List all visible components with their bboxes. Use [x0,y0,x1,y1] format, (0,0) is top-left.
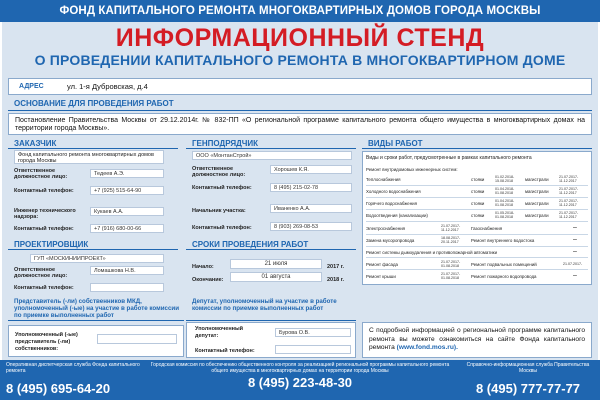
customer-resp-value: Тедеев А.Э. [90,169,164,178]
works-title: ВИДЫ РАБОТ [368,139,423,148]
designer-divider [8,249,178,250]
contractor-chief-phone-value: 8 (903) 269-08-53 [270,222,352,231]
deputy-box [186,322,356,358]
terms-end-year: 2018 г. [327,277,345,283]
terms-end-label: Окончание: [192,277,224,283]
work-facade-name: Ремонт фасада [366,262,398,267]
deputy-divider [186,320,356,321]
work-basement-value: 21.07.2017- [563,262,583,266]
footer-dispatch-desc: Оперативная диспетчерская служба Фонда капитального ремонта [6,362,140,374]
work-row-date: 01.05.2018- 01.08.2018 [495,211,515,219]
work-row-mid: стояки [471,201,485,206]
info-text-body: С подробной информацией о региональной программе капитального ремонта вы можете ознакомиться на сайте Фонда капитального ремонта [369,327,585,351]
work-garbage-date: 18.08.2017- 20.11.2017 [441,236,461,244]
work-row-divider [366,197,588,198]
designer-phone-value [90,283,164,292]
address-label: АДРЕС [19,83,44,90]
work-row-divider [366,246,588,247]
terms-title: СРОКИ ПРОВЕДЕНИЯ РАБОТ [192,240,309,249]
work-fire-value: – [573,272,577,279]
customer-name: Фонд капитального ремонта многоквартирных домов города Москвы [18,152,154,164]
work-row-date2: 21.07.2017- 11.12.2017 [559,187,579,195]
footer [0,360,600,400]
work-garbage-name: Замена мусоропровода [366,238,415,243]
customer-phone-value: +7 (925) 515-64-90 [90,186,164,195]
footer-government-phone[interactable]: 8 (495) 777-77-77 [475,381,581,396]
work-row-divider [366,209,588,210]
work-basement-name: Ремонт подвальных помещений [471,262,537,267]
contractor-name: ООО «МонтанСтрой» [192,151,352,160]
work-row-date: 01.04.2018- 01.08.2018 [495,187,515,195]
work-row-mid: стояки [471,189,485,194]
contractor-divider [186,148,356,149]
customer-engineer-phone-value: +7 (916) 680-00-66 [90,224,164,233]
deputy-title: Депутат, уполномоченный на участие в работе комиссии по приемке выполненных работ [192,298,337,312]
work-row-divider [366,257,588,258]
work-row-date: 01.02.2018- 15.08.2018 [495,175,515,183]
work-row-date2: 21.07.2017- 11.12.2017 [559,199,579,207]
works-intro: Виды и сроки работ, предусмотренные в рамках капитального ремонта [366,155,532,161]
customer-engineer-label: Инженер технического надзора: [14,208,76,220]
contractor-chief-label: Начальник участка: [192,208,246,214]
owners-value [97,334,177,344]
designer-resp-value: Ломашкова Н.В. [90,266,164,275]
designer-phone-label: Контактный телефон: [14,285,74,291]
contractor-chief-phone-label: Контактный телефон: [192,225,252,231]
contractor-title: ГЕНПОДРЯДЧИК [192,139,258,148]
works-box [362,151,592,285]
deputy-phone-label: Контактный телефон: [195,348,255,354]
work-row-divider [366,185,588,186]
terms-start-year: 2017 г. [327,264,345,270]
work-electro-name: Электроснабжения [366,226,406,231]
work-row-name: Холодного водоснабжения [366,189,421,194]
works-divider [362,148,592,149]
address-box [8,78,592,95]
org-title-bar: ФОНД КАПИТАЛЬНОГО РЕМОНТА МНОГОКВАРТИРНЫХ ДОМОВ ГОРОДА МОСКВЫ [0,0,600,22]
deputy-phone-value [275,345,351,354]
contractor-phone-value: 8 (495) 215-02-78 [270,183,352,192]
footer-commission-desc: Городская комиссия по обеспечению общественного контроля за реализацией региональной программы капитального ремонта общего имущества в многоквартирных домах на территории города Москвы [150,362,450,374]
work-row-divider [366,234,588,235]
owners-label: Уполномоченный (-ые) представитель (-ли) собственников: [15,332,78,352]
work-facade-date: 21.07.2017- 01.08.2018 [441,260,461,268]
deputy-value: Бурова О.В. [275,328,351,337]
works-subhead: Ремонт внутридомовых инженерных систем: [366,167,458,172]
work-row-mid2: магистрали [525,213,549,218]
work-drain-name: Ремонт внутреннего водостока [471,238,535,243]
work-row-divider [366,221,588,222]
work-row-divider [366,269,588,270]
footer-col-dispatch [6,362,146,396]
contractor-resp-label: Ответственное должностное лицо: [192,166,246,178]
owners-title: Представитель (-ли) собственников МКД, уполномоченный (-ые) на участие в работе комиссии по приемке выполненных работ [14,298,180,319]
work-row-date2: 21.07.2017- 11.12.2017 [559,175,579,183]
customer-engineer-phone-label: Контактный телефон: [14,226,74,232]
work-row-mid: стояки [471,213,485,218]
work-smoke-value: – [573,248,577,255]
work-row-mid2: магистрали [525,189,549,194]
main-title: ИНФОРМАЦИОННЫЙ СТЕНД [115,24,485,52]
address-value: ул. 1-я Дубровская, д.4 [67,82,148,91]
work-roof-name: Ремонт крыши [366,274,396,279]
customer-resp-label: Ответственное должностное лицо: [14,168,68,180]
designer-resp-label: Ответственное должностное лицо: [14,267,68,279]
work-row-name: Теплоснабжения [366,177,401,182]
work-row-name: Водоотведения (канализации) [366,213,428,218]
terms-divider [186,249,356,250]
footer-col-government [460,362,596,396]
work-row-date: 01.04.2018- 01.08.2018 [495,199,515,207]
owners-box [8,325,184,357]
footer-dispatch-phone[interactable]: 8 (495) 695-64-20 [6,381,111,396]
work-smoke-name: Ремонт системы дымоудаления и противопожарной автоматики [366,250,498,255]
customer-name-box [14,150,164,164]
contractor-phone-label: Контактный телефон: [192,185,252,191]
terms-start-label: Начало: [192,264,214,270]
subtitle: О ПРОВЕДЕНИИ КАПИТАЛЬНОГО РЕМОНТА В МНОГОКВАРТИРНОМ ДОМЕ [34,52,566,68]
footer-commission-phone[interactable]: 8 (495) 223-48-30 [247,375,353,390]
info-text [363,323,591,357]
work-gas-name: Газоснабжения [471,226,503,231]
customer-title: ЗАКАЗЧИК [14,139,57,148]
info-box [362,322,592,358]
footer-government-desc: Справочно-информационная служба Правительства Москвы [466,362,590,374]
work-row-mid: стояки [471,177,485,182]
basis-text: Постановление Правительства Москвы от 29.12.2014г. № 832-ПП «О региональной программе капитального ремонта общего имущества в многоквартирных домах на территории города Москвы». [15,117,585,132]
owners-divider [8,320,184,321]
work-gas-value: – [573,224,577,231]
basis-box [8,113,592,135]
customer-phone-label: Контактный телефон: [14,188,74,194]
terms-start-value: 21 июля [230,259,322,269]
work-drain-value: – [573,236,577,243]
terms-end-value: 01 августа [230,272,322,282]
contractor-resp-value: Хорошев К.Я. [270,165,352,174]
designer-name: ГУП «МОСКИНИИПРОЕКТ» [30,254,164,263]
work-fire-name: Ремонт пожарного водопровода [471,274,537,279]
designer-title: ПРОЕКТИРОВЩИК [14,240,89,249]
work-electro-date: 21.07.2017- 11.12.2017 [441,224,461,232]
work-row-mid2: магистрали [525,201,549,206]
basis-title: ОСНОВАНИЕ ДЛЯ ПРОВЕДЕНИЯ РАБОТ [14,99,174,108]
work-roof-date: 21.07.2017- 01.08.2018 [441,272,461,280]
contractor-chief-value: Иваненко А.А. [270,204,352,213]
customer-engineer-value: Кукаев А.А. [90,207,164,216]
work-row-name: Горячего водоснабжения [366,201,417,206]
basis-divider [8,110,592,111]
work-row-mid2: магистрали [525,177,549,182]
deputy-label: Уполномоченный депутат: [195,326,244,339]
customer-divider [8,148,178,149]
footer-col-commission [150,362,450,390]
work-row-date2: 21.07.2017- 11.12.2017 [559,211,579,219]
fund-website-link[interactable]: (www.fond.mos.ru). [396,344,458,351]
